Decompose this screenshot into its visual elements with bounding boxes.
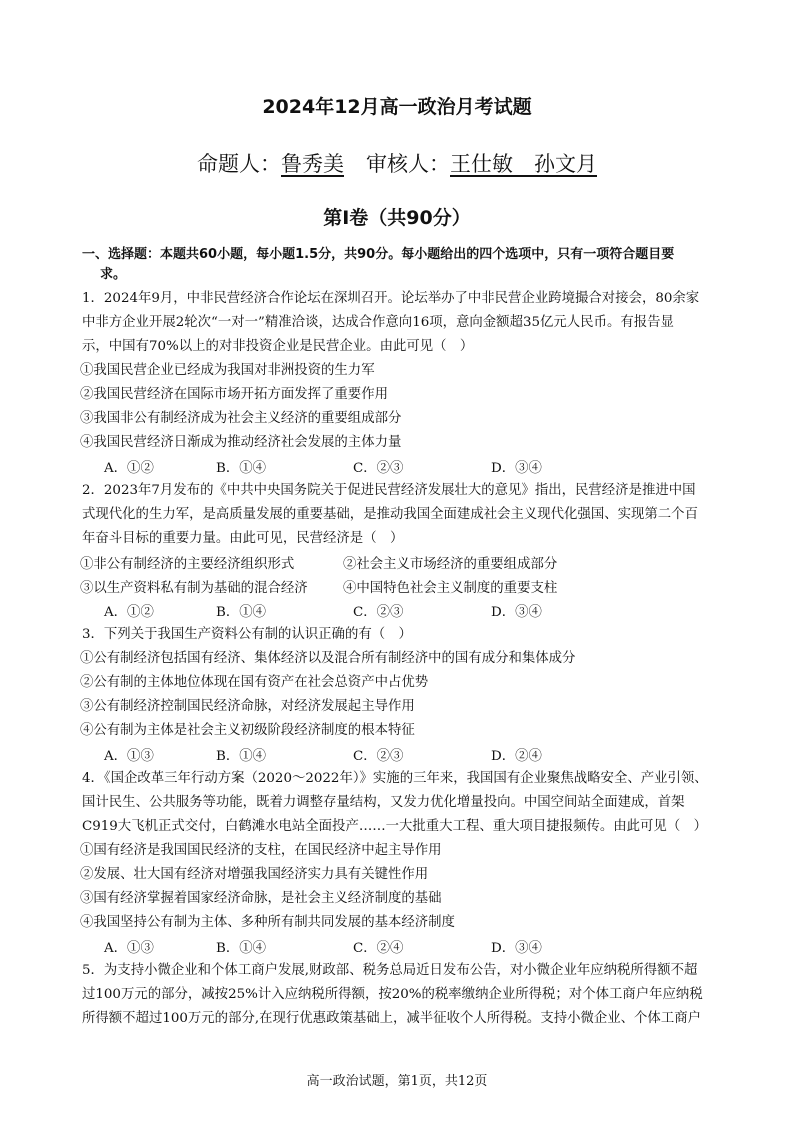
question-text: 3．下列关于我国生产资料公有制的认识正确的有（ ） [82, 627, 412, 642]
statement: ②公有制的主体地位体现在国有资产在社会总资产中占优势 [80, 675, 429, 690]
question-text: 2．2023年7月发布的《中共中央国务院关于促进民营经济发展壮大的意见》指出，民营经济是推进中国 [82, 483, 696, 498]
question-text: 年奋斗目标的重要力量。由此可见，民营经济是（ ） [82, 531, 404, 546]
statement: ④中国特色社会主义制度的重要支柱 [343, 581, 558, 596]
author-label: 命题人： [197, 152, 281, 176]
option-c[interactable]: C．②④ [353, 941, 404, 956]
author-name: 鲁秀美 [281, 152, 344, 176]
question-text: 示，中国有70%以上的对非投资企业是民营企业。由此可见（ ） [82, 339, 474, 354]
statement-row [80, 553, 720, 573]
statement: ③国有经济掌握着国家经济命脉，是社会主义经济制度的基础 [80, 891, 442, 906]
statement: ④公有制为主体是社会主义初级阶段经济制度的根本特征 [80, 723, 415, 738]
page-footer: 高一政治试题，第1页，共12页 [306, 1074, 488, 1089]
option-b[interactable]: B．①④ [216, 605, 267, 620]
statement: ①公有制经济包括国有经济、集体经济以及混合所有制经济中的国有成分和集体成分 [80, 651, 576, 666]
question-text: 5．为支持小微企业和个体工商户发展,财政部、税务总局近日发布公告，对小微企业年应纳税所得额不超 [82, 963, 698, 978]
statement: ③我国非公有制经济成为社会主义经济的重要组成部分 [80, 411, 402, 426]
option-b[interactable]: B．①④ [216, 941, 267, 956]
question-text: 式现代化的生力军，是高质量发展的重要基础，是推动我国全面建成社会主义现代化强国、实现第二个百 [82, 507, 698, 522]
author-line [0, 148, 794, 178]
statement: ②社会主义市场经济的重要组成部分 [343, 557, 558, 572]
statement: ②我国民营经济在国际市场开拓方面发挥了重要作用 [80, 387, 388, 402]
question-text: 所得额不超过100万元的部分,在现行优惠政策基础上，减半征收个人所得税。支持小微企业、个体工商户 [82, 1011, 701, 1026]
reviewer-label: 审核人： [366, 152, 450, 176]
section-instructions-cont: 求。 [100, 267, 127, 282]
reviewer-name-1: 王仕敏 [450, 152, 513, 176]
answer-options [104, 601, 704, 621]
part-title: 第Ⅰ卷（共90分） [323, 207, 471, 229]
question-text: 中非方企业开展2轮次“一对一”精准洽谈，达成合作意向16项，意向金额超35亿元人民币。有报告显 [82, 315, 674, 330]
exam-title: 2024年12月高一政治月考试题 [262, 96, 532, 118]
option-a[interactable]: A．①③ [104, 749, 154, 764]
statement: ④我国民营经济日渐成为推动经济社会发展的主体力量 [80, 435, 402, 450]
option-c[interactable]: C．②③ [353, 605, 404, 620]
statement: ④我国坚持公有制为主体、多种所有制共同发展的基本经济制度 [80, 915, 455, 930]
option-a[interactable]: A．①② [104, 605, 154, 620]
option-a[interactable]: A．①③ [104, 941, 154, 956]
question-text: 过100万元的部分，减按25%计入应纳税所得额，按20%的税率缴纳企业所得税；对个体工商户年应纳税 [82, 987, 703, 1002]
option-d[interactable]: D．③④ [491, 605, 542, 620]
option-d[interactable]: D．③④ [491, 461, 542, 476]
statement: ①国有经济是我国国民经济的支柱，在国民经济中起主导作用 [80, 843, 442, 858]
statement: ①我国民营企业已经成为我国对非洲投资的生力军 [80, 363, 375, 378]
option-d[interactable]: D．③④ [491, 941, 542, 956]
question-text: C919大飞机正式交付，白鹤滩水电站全面投产……一大批重大工程、重大项目捷报频传。由此可见（ ） [82, 819, 707, 834]
statement: ②发展、壮大国有经济对增强我国经济实力具有关键性作用 [80, 867, 429, 882]
answer-options [104, 457, 704, 477]
option-d[interactable]: D．②④ [491, 749, 542, 764]
option-a[interactable]: A．①② [104, 461, 154, 476]
statement: ③公有制经济控制国民经济命脉，对经济发展起主导作用 [80, 699, 415, 714]
answer-options [104, 745, 704, 765]
question-text: 4．《国企改革三年行动方案（2020～2022年）》实施的三年来，我国国有企业聚焦战略安全、产业引领、 [82, 771, 708, 786]
reviewer-name-2: 孙文月 [534, 152, 597, 176]
option-b[interactable]: B．①④ [216, 461, 267, 476]
option-b[interactable]: B．①④ [216, 749, 267, 764]
section-instructions: 一、选择题：本题共60小题，每小题1.5分，共90分。每小题给出的四个选项中，只有一项符合题目要 [82, 247, 675, 262]
statement: ③以生产资料私有制为基础的混合经济 [80, 581, 308, 596]
question-text: 1．2024年9月，中非民营经济合作论坛在深圳召开。论坛举办了中非民营企业跨境撮合对接会，80余家 [82, 291, 700, 306]
statement: ①非公有制经济的主要经济组织形式 [80, 557, 295, 572]
option-c[interactable]: C．②③ [353, 461, 404, 476]
question-text: 国计民生、公共服务等功能，既着力调整存量结构，又发力优化增量投向。中国空间站全面建成，首架 [82, 795, 685, 810]
option-c[interactable]: C．②③ [353, 749, 404, 764]
statement-row [80, 577, 720, 597]
answer-options [104, 937, 704, 957]
